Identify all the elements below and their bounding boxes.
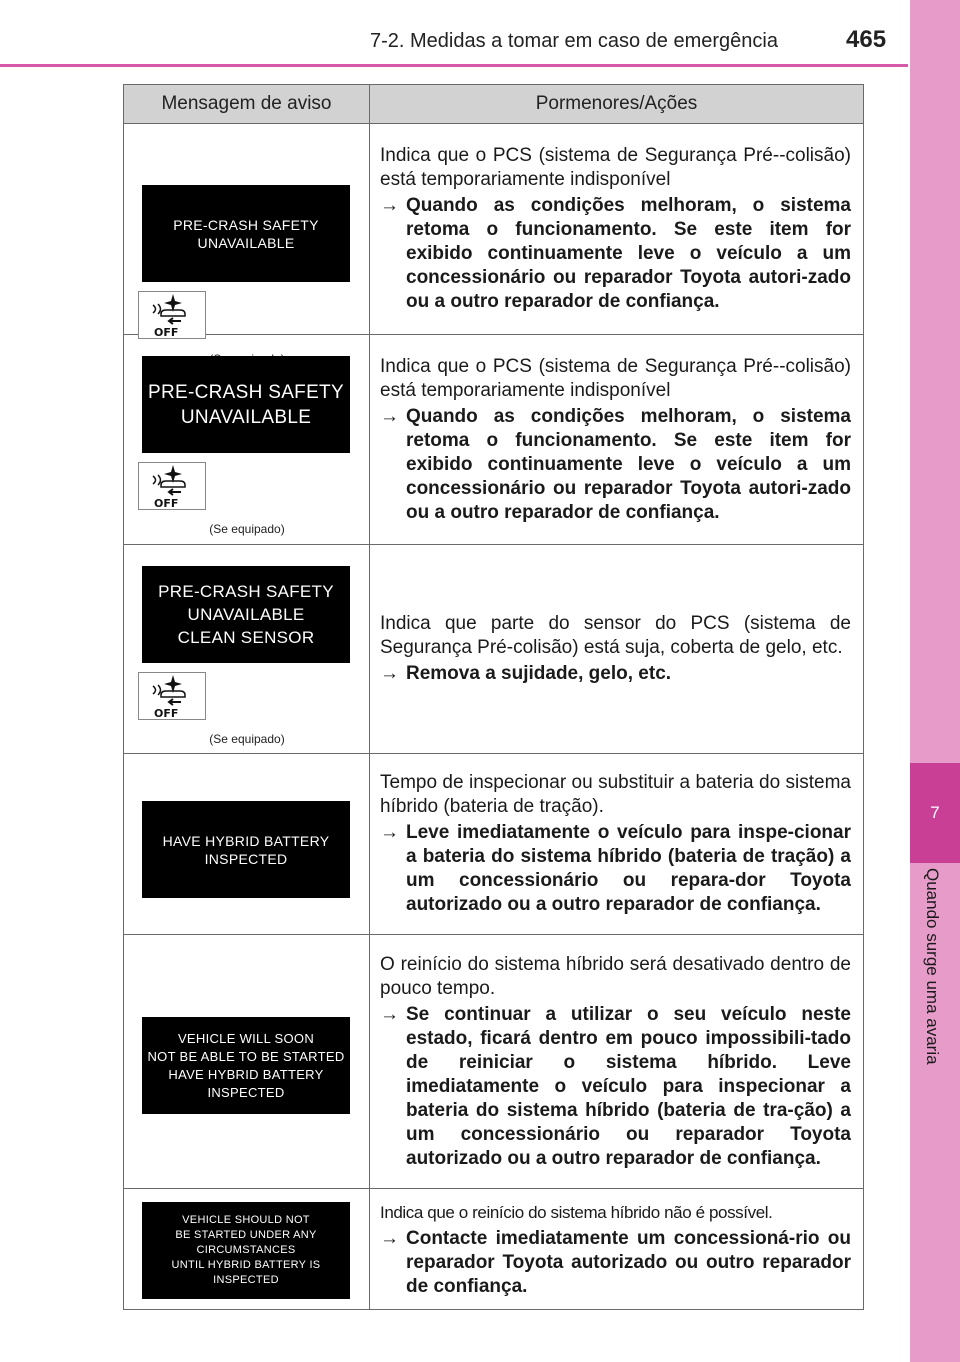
table-row bbox=[124, 754, 864, 935]
svg-text:OFF: OFF bbox=[154, 326, 179, 338]
arrow-icon: → bbox=[380, 1228, 399, 1249]
description-text: Indica que o PCS (sistema de Segurança Pré--colisão) está temporariamente indisponível bbox=[380, 145, 851, 190]
side-tab bbox=[910, 0, 960, 1362]
column-header-message: Mensagem de aviso bbox=[124, 85, 370, 124]
action-item bbox=[380, 405, 851, 525]
warning-message-cell bbox=[124, 335, 370, 545]
table-row bbox=[124, 124, 864, 335]
table-row bbox=[124, 545, 864, 754]
action-item bbox=[380, 821, 851, 917]
details-cell bbox=[370, 935, 864, 1189]
arrow-icon: → bbox=[380, 405, 399, 427]
screen-line: PRE-CRASH SAFETY bbox=[148, 381, 344, 403]
action-text: Se continuar a utilizar o seu veículo neste estado, ficará dentro em pouco impossibili-tado de reiniciar o sistema híbrido. Leve imediatamente o veículo para inspecionar a bateria do sistema híbrido (bateria de tra-ção) a um concessionário ou reparador Toyota autorizado ou a outro reparador de confiança. bbox=[406, 1003, 851, 1169]
details-cell bbox=[370, 335, 864, 545]
chapter-number-box[interactable] bbox=[910, 763, 960, 863]
details-cell bbox=[370, 754, 864, 935]
screen-line: CIRCUMSTANCES bbox=[196, 1244, 296, 1256]
display-screen bbox=[142, 566, 350, 663]
screen-line: INSPECTED bbox=[213, 1274, 279, 1286]
screen-line: BE STARTED UNDER ANY bbox=[175, 1229, 317, 1241]
action-text: Quando as condições melhoram, o sistema retoma o funcionamento. Se este item for exibido continuamente leve o veículo a um concessionário ou reparador Toyota autori-zado ou a outro reparador de confiança. bbox=[406, 405, 851, 523]
warning-message-cell bbox=[124, 545, 370, 754]
warning-message-cell bbox=[124, 124, 370, 338]
action-item bbox=[380, 662, 851, 686]
details-cell bbox=[370, 545, 864, 754]
page-number: 465 bbox=[846, 26, 887, 53]
description-text: Tempo de inspecionar ou substituir a bateria do sistema híbrido (bateria de tração). bbox=[380, 772, 851, 817]
warning-messages-table bbox=[123, 84, 864, 1310]
caption: (Se equipado) bbox=[209, 522, 285, 536]
caption: (Se equipado) bbox=[209, 732, 285, 746]
screen-line: UNAVAILABLE bbox=[180, 406, 312, 428]
chapter-number: 7 bbox=[930, 803, 940, 822]
screen-line: HAVE HYBRID BATTERY bbox=[162, 832, 330, 849]
screen-line: HAVE HYBRID BATTERY bbox=[168, 1066, 324, 1082]
display-screen bbox=[142, 1017, 350, 1114]
action-item bbox=[380, 194, 851, 314]
column-header-details: Pormenores/Ações bbox=[370, 85, 864, 124]
description-text: Indica que parte do sensor do PCS (sistema de Segurança Pré-colisão) está suja, coberta de gelo, etc. bbox=[380, 613, 851, 658]
description-text: O reinício do sistema híbrido será desativado dentro de pouco tempo. bbox=[380, 953, 851, 999]
warning-message-cell bbox=[124, 1189, 370, 1310]
screen-line: VEHICLE SHOULD NOT bbox=[182, 1214, 310, 1226]
screen-line: INSPECTED bbox=[207, 1084, 285, 1100]
arrow-icon: → bbox=[380, 195, 399, 216]
table-row bbox=[124, 935, 864, 1189]
pcs-off-indicator bbox=[138, 291, 206, 339]
chapter-title: Quando surge uma avaria bbox=[923, 868, 942, 1065]
screen-line: INSPECTED bbox=[204, 850, 288, 867]
warning-message-cell bbox=[124, 754, 370, 935]
arrow-icon: → bbox=[380, 663, 399, 684]
screen-line: UNAVAILABLE bbox=[187, 605, 305, 624]
details-cell bbox=[370, 124, 864, 335]
arrow-icon: → bbox=[380, 822, 399, 843]
pcs-off-icon bbox=[139, 673, 205, 719]
svg-text:OFF: OFF bbox=[154, 497, 179, 509]
screen-line: UNTIL HYBRID BATTERY IS bbox=[171, 1259, 321, 1271]
warning-message-cell bbox=[124, 935, 370, 1189]
action-item bbox=[380, 1003, 851, 1171]
description-text: Indica que o PCS (sistema de Segurança Pré--colisão) está temporariamente indisponível bbox=[380, 355, 851, 401]
action-text: Quando as condições melhoram, o sistema retoma o funcionamento. Se este item for exibido continuamente leve o veículo a um concessionário ou reparador Toyota autori-zado ou a outro reparador de confiança. bbox=[406, 195, 851, 312]
pcs-off-icon bbox=[139, 463, 205, 509]
pcs-off-indicator bbox=[138, 462, 206, 510]
pcs-off-icon bbox=[139, 292, 205, 338]
display-screen bbox=[142, 1202, 350, 1299]
action-text: Remova a sujidade, gelo, etc. bbox=[406, 663, 672, 684]
details-cell bbox=[370, 1189, 864, 1310]
section-title: 7-2. Medidas a tomar em caso de emergência bbox=[370, 30, 778, 52]
screen-line: UNAVAILABLE bbox=[197, 234, 295, 251]
display-screen bbox=[142, 185, 350, 282]
action-item bbox=[380, 1227, 851, 1299]
screen-line: CLEAN SENSOR bbox=[177, 628, 315, 647]
action-text: Contacte imediatamente um concessioná-rio ou reparador Toyota autorizado ou outro reparador de confiança. bbox=[406, 1228, 851, 1297]
action-text: Leve imediatamente o veículo para inspe-cionar a bateria do sistema híbrido (bateria de tração) a um concessionário ou repara-dor Toyota autorizado ou a outro reparador de confiança. bbox=[406, 822, 851, 915]
description-text: Indica que o reinício do sistema híbrido não é possível. bbox=[380, 1203, 773, 1222]
header-rule bbox=[0, 64, 908, 67]
screen-line: PRE-CRASH SAFETY bbox=[173, 216, 319, 233]
screen-line: VEHICLE WILL SOON bbox=[177, 1030, 315, 1046]
screen-line: PRE-CRASH SAFETY bbox=[158, 582, 334, 601]
display-screen bbox=[142, 801, 350, 898]
table-header-row bbox=[124, 85, 864, 124]
pcs-off-indicator bbox=[138, 672, 206, 720]
arrow-icon: → bbox=[380, 1003, 399, 1025]
screen-line: NOT BE ABLE TO BE STARTED bbox=[147, 1048, 345, 1064]
table-row bbox=[124, 335, 864, 545]
table-row bbox=[124, 1189, 864, 1310]
display-screen bbox=[142, 356, 350, 453]
svg-text:OFF: OFF bbox=[154, 707, 179, 719]
